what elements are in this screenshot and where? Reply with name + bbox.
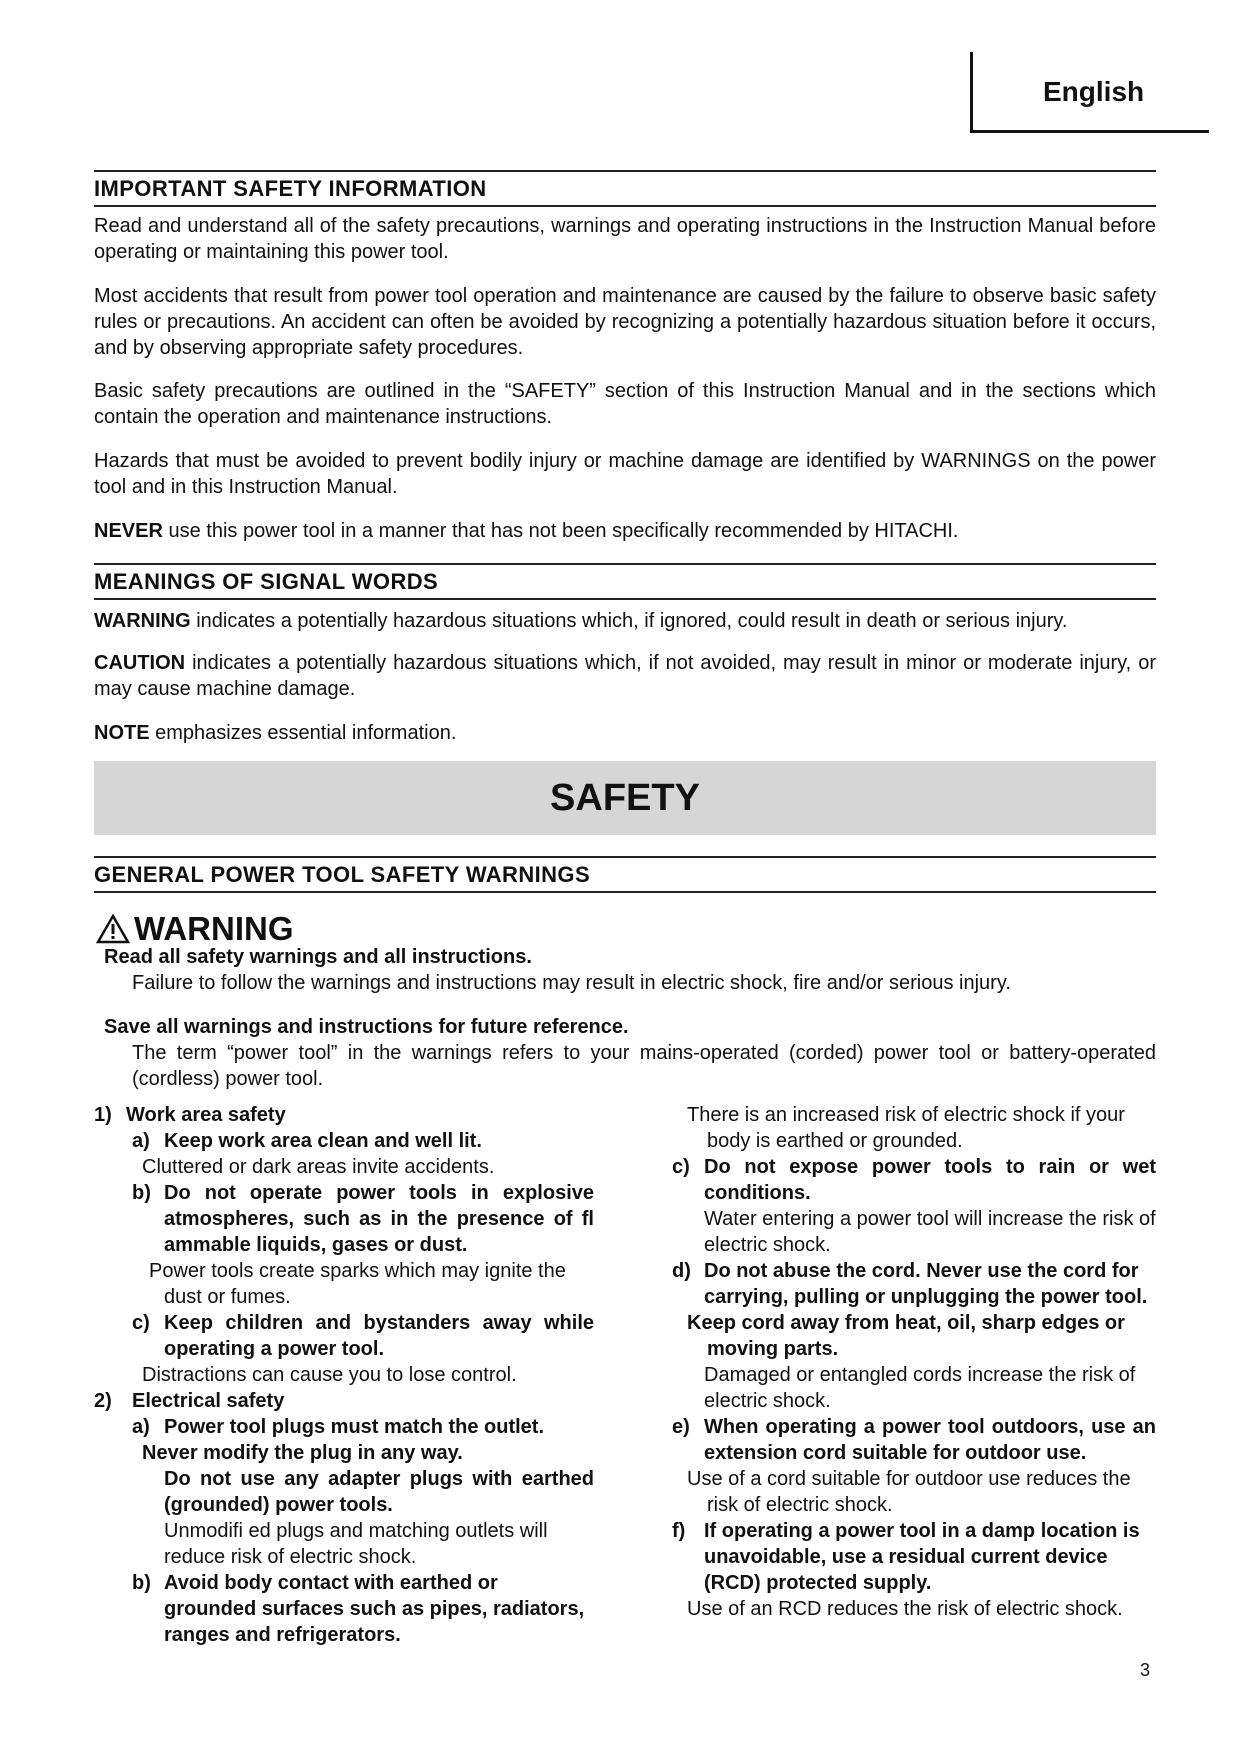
item-title: Keep work area clean and well lit. xyxy=(164,1130,482,1152)
item-f-title xyxy=(672,1518,1156,1596)
item-d-text: Damaged or entangled cords increase the risk of electric shock. xyxy=(704,1364,1136,1412)
page-number: 3 xyxy=(1140,1660,1151,1680)
item-mark: d) xyxy=(672,1260,691,1282)
section-electrical xyxy=(94,1388,594,1414)
never-text: use this power tool in a manner that has not been specifically recommended by HITACHI. xyxy=(162,520,959,542)
item-c-text: Water entering a power tool will increase the risk of electric shock. xyxy=(704,1208,1156,1256)
section-title-signal-words: MEANINGS OF SIGNAL WORDS xyxy=(94,563,1156,600)
paragraph-hazards: Hazards that must be avoided to prevent bodily injury or machine damage are identified by WARNINGS on the power tool and in this Instruction Manual. xyxy=(94,450,1156,498)
item-b-title xyxy=(132,1180,594,1258)
item-title: If operating a power tool in a damp location is unavoidable, use a residual current device (RCD) protected supply. xyxy=(704,1520,1140,1594)
item-title: When operating a power tool outdoors, use an extension cord suitable for outdoor use. xyxy=(704,1416,1156,1464)
signal-caution xyxy=(94,650,1156,702)
signal-note-word: NOTE xyxy=(94,722,150,744)
paragraph-read-understand: Read and understand all of the safety precautions, warnings and operating instructions in the Instruction Manual before operating or maintaining this power tool. xyxy=(94,215,1156,263)
failure-text: Failure to follow the warnings and instructions may result in electric shock, fire and/or serious injury. xyxy=(132,972,1011,994)
item-a-title xyxy=(132,1128,594,1154)
item-a-text: Cluttered or dark areas invite accidents. xyxy=(142,1156,495,1178)
item-title: Do not abuse the cord. Never use the cord for carrying, pulling or unplugging the power tool. xyxy=(704,1260,1148,1308)
item-d-title xyxy=(672,1258,1156,1310)
section-work-area xyxy=(94,1102,594,1128)
item-b-text: Power tools create sparks which may ignite the dust or fumes. xyxy=(149,1260,566,1308)
item-title: Avoid body contact with earthed or grounded surfaces such as pipes, radiators, ranges and refrigerators. xyxy=(164,1572,585,1646)
save-all-heading: Save all warnings and instructions for future reference. xyxy=(104,1016,629,1038)
paragraph-basic-precautions: Basic safety precautions are outlined in the “SAFETY” section of this Instruction Manual and in the sections which contain the operation and maintenance instructions. xyxy=(94,380,1156,428)
language-label: English xyxy=(1043,76,1145,107)
item-mark: a) xyxy=(132,1130,150,1152)
left-column xyxy=(94,1102,594,1648)
paragraph-never xyxy=(94,518,1156,544)
warning-heading xyxy=(96,910,294,948)
section-title-general-warnings: GENERAL POWER TOOL SAFETY WARNINGS xyxy=(94,856,1156,893)
item-mark: b) xyxy=(132,1182,151,1204)
item-c-title xyxy=(132,1310,594,1362)
item-c-text: Distractions can cause you to lose control. xyxy=(142,1364,517,1386)
item-mark: b) xyxy=(132,1572,151,1594)
section-title: Work area safety xyxy=(126,1104,286,1126)
section-title-important: IMPORTANT SAFETY INFORMATION xyxy=(94,170,1156,207)
elec-item-a-title3: Do not use any adapter plugs with earthed (grounded) power tools. xyxy=(164,1468,594,1516)
warning-triangle-icon xyxy=(96,914,130,944)
signal-note xyxy=(94,720,1156,746)
never-word: NEVER xyxy=(94,520,163,542)
item-c-title xyxy=(672,1154,1156,1206)
item-mark: c) xyxy=(672,1156,690,1178)
elec-item-b-title xyxy=(132,1570,594,1648)
signal-caution-word: CAUTION xyxy=(94,652,186,674)
item-title: Do not expose power tools to rain or wet conditions. xyxy=(704,1156,1156,1204)
signal-warning-word: WARNING xyxy=(94,610,191,632)
section-number: 2) xyxy=(94,1390,112,1412)
item-mark: f) xyxy=(672,1520,686,1542)
item-f-text: Use of an RCD reduces the risk of electric shock. xyxy=(687,1598,1123,1620)
item-title: Keep children and bystanders away while operating a power tool. xyxy=(164,1312,594,1360)
safety-banner: SAFETY xyxy=(94,761,1156,835)
section-number: 1) xyxy=(94,1104,112,1126)
item-e-title xyxy=(672,1414,1156,1466)
elec-item-a-text: Unmodifi ed plugs and matching outlets will reduce risk of electric shock. xyxy=(164,1520,548,1568)
right-column xyxy=(672,1102,1156,1622)
paragraph-accidents: Most accidents that result from power tool operation and maintenance are caused by the failure to observe basic safety rules or precautions. An accident can often be avoided by recognizing a potentially hazardous situation before it occurs, and by observing appropriate safety procedures. xyxy=(94,285,1156,359)
warning-label: WARNING xyxy=(134,910,294,947)
item-title: Do not operate power tools in explosive atmospheres, such as in the presence of fl ammable liquids, gases or dust. xyxy=(164,1182,594,1256)
signal-note-text: emphasizes essential information. xyxy=(149,722,457,744)
signal-warning xyxy=(94,608,1156,634)
elec-item-a-title2: Never modify the plug in any way. xyxy=(142,1442,463,1464)
elec-item-a-title xyxy=(132,1414,594,1440)
term-text: The term “power tool” in the warnings refers to your mains-operated (corded) power tool or battery-operated (cordless) power tool. xyxy=(132,1042,1156,1090)
continuation-text: There is an increased risk of electric shock if your body is earthed or grounded. xyxy=(687,1104,1125,1152)
language-tab xyxy=(970,52,1209,133)
item-mark: c) xyxy=(132,1312,150,1334)
item-e-text: Use of a cord suitable for outdoor use reduces the risk of electric shock. xyxy=(687,1468,1131,1516)
item-d-title2: Keep cord away from heat, oil, sharp edges or moving parts. xyxy=(687,1312,1125,1360)
item-mark: e) xyxy=(672,1416,690,1438)
read-all-heading: Read all safety warnings and all instructions. xyxy=(104,946,532,968)
signal-caution-text: indicates a potentially hazardous situations which, if not avoided, may result in minor or moderate injury, or may cause machine damage. xyxy=(94,652,1156,700)
item-mark: a) xyxy=(132,1416,150,1438)
item-title: Power tool plugs must match the outlet. xyxy=(164,1416,545,1438)
section-title: Electrical safety xyxy=(132,1390,285,1412)
signal-warning-text: indicates a potentially hazardous situations which, if ignored, could result in death or serious injury. xyxy=(190,610,1068,632)
